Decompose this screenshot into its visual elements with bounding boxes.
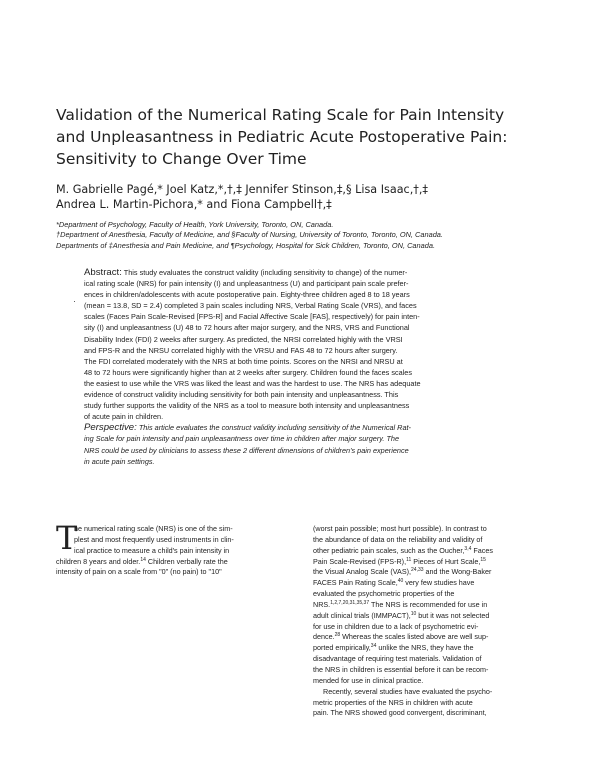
citation: 34 (370, 643, 377, 650)
article-title (56, 104, 556, 170)
body-text: but it was not selected (416, 610, 490, 620)
body-text: the Visual Analog Scale (VAS), (313, 567, 412, 577)
citation: 1,2,7,20,31,35,37 (330, 599, 370, 606)
body-text: adult clinical trials (IMMPACT), (313, 610, 411, 620)
author-line: M. Gabrielle Pagé,* Joel Katz,*,†,‡ Jennifer Stinson,‡,§ Lisa Isaac,†,‡ (56, 183, 429, 196)
body-text: Pieces of Hurt Scale, (411, 556, 481, 566)
body-line: mended for use in clinical practice. (313, 675, 424, 685)
body-text: ported empirically, (313, 643, 371, 653)
body-line: plest and most frequently used instruments in clin- (74, 534, 234, 544)
abstract-line: of acute pain in children. (84, 412, 164, 422)
abstract-line: (mean = 13.8, SD = 2.4) completed 3 pain scales including NRS, Verbal Rating Scale (VRS), and faces (84, 301, 417, 311)
body-column-right (313, 524, 545, 719)
body-text: unlike the NRS, they have the (376, 643, 474, 653)
body-line (56, 557, 288, 568)
affiliation-line: Departments of ‡Anesthesia and Pain Medicine, and ¶Psychology, Hospital for Sick Children, Toronto, ON, Canada. (56, 240, 436, 250)
abstract-line: 48 to 72 hours were significantly higher than at 2 weeks after surgery. Children found the faces scales (84, 367, 412, 377)
body-text: and the Wong-Baker (423, 567, 492, 577)
title-line: and Unpleasantness in Pediatric Acute Postoperative Pain: (56, 128, 508, 146)
abstract-line: study further supports the validity of the NRS as a tool to measure both intensity and unpleasantness (84, 401, 410, 411)
body-line (313, 567, 545, 578)
body-line (313, 546, 545, 557)
body-line: the abundance of data on the reliability and validity of (313, 534, 483, 544)
abstract-line: sity (I) and unpleasantness (U) 48 to 72 hours after major surgery, and the NRS, VRS and Functional (84, 323, 410, 333)
author-list (56, 182, 576, 212)
body-line: he numerical rating scale (NRS) is one of the sim- (74, 524, 233, 533)
body-line: Recently, several studies have evaluated the psycho- (323, 686, 493, 696)
citation: 10 (410, 610, 417, 617)
abstract-text: This study evaluates the construct validity (including sensitivity to change) of the numer- (123, 268, 408, 277)
abstract-line: scales (Faces Pain Scale-Revised [FPS-R] and Facial Affective Scale [FAS], respectively) for pain inten- (84, 312, 420, 322)
abstract-heading: Abstract: (84, 267, 122, 278)
body-text: NRS. (313, 599, 331, 609)
body-line: (worst pain possible; most hurt possible). In contrast to (313, 524, 487, 533)
body-line (313, 643, 545, 654)
body-text: other pediatric pain scales, such as the Oucher, (313, 545, 465, 555)
citation: 40 (397, 578, 404, 585)
abstract-line: The FDI correlated moderately with the NRS at both time points. Scores on the NRSI and NRSU at (84, 356, 403, 366)
body-line (313, 600, 545, 611)
affiliation-line: *Department of Psychology, Faculty of Health, York University, Toronto, ON, Canada. (56, 220, 334, 229)
body-line: disadvantage of requiring test materials. Validation of (313, 654, 482, 664)
body-text: FACES Pain Rating Scale, (313, 578, 398, 588)
perspective-line: NRS could be used by clinicians to assess these 2 different dimensions of children's pain experience (84, 445, 409, 455)
drop-cap: T (56, 519, 78, 557)
body-line: pain. The NRS showed good convergent, discriminant, (313, 708, 487, 718)
body-line: metric properties of the NRS in children with acute (313, 697, 473, 707)
body-line (313, 632, 545, 643)
body-text: Pain Scale-Revised (FPS-R), (313, 556, 407, 566)
body-text: Children verbally rate the (145, 556, 228, 566)
perspective-heading: Perspective: (84, 422, 137, 434)
body-line (313, 611, 545, 622)
body-line: ical practice to measure a child's pain intensity in (74, 545, 230, 555)
body-text: The NRS is recommended for use in (369, 599, 488, 609)
body-line: intensity of pain on a scale from "0" (no pain) to "10" (56, 567, 222, 577)
citation: 15 (480, 556, 486, 563)
body-line (313, 557, 545, 568)
abstract-line: ical rating scale (NRS) for pain intensity (I) and unpleasantness (U) and participant pain scale prefer- (84, 279, 409, 289)
abstract-line: evidence of construct validity including sensitivity for both pain intensity and unpleasantness. This (84, 390, 399, 400)
affiliation-line: †Department of Anesthesia, Faculty of Medicine, and §Faculty of Nursing, University of Toronto, Toronto, ON, Canada. (56, 230, 443, 240)
citation: 24,33 (411, 567, 424, 574)
author-line: Andrea L. Martin-Pichora,* and Fiona Campbell†,‡ (56, 198, 332, 211)
affiliations (56, 220, 596, 251)
title-line: Sensitivity to Change Over Time (56, 150, 307, 168)
abstract-line: the easiest to use while the VRS was liked the least and was the hardest to use. The NRS has adequate (84, 378, 421, 388)
perspective-block (84, 422, 522, 466)
body-column-left (56, 519, 288, 578)
abstract-line: Disability Index (FDI) 2 weeks after surgery. As predicted, the NRSI correlated highly with the VRSI (84, 334, 403, 344)
body-line: evaluated the psychometric properties of the (313, 589, 455, 599)
body-text: Whereas the scales listed above are well sup- (340, 632, 489, 642)
perspective-text: This article evaluates the construct validity including sensitivity of the Numerical Rat- (138, 423, 411, 433)
body-line: for use in children due to a lack of psychometric evi- (313, 621, 479, 631)
body-text: children 8 years and older. (56, 556, 141, 566)
body-text: dence. (313, 632, 335, 642)
abstract-line-first (84, 267, 522, 278)
citation: 11 (406, 556, 412, 563)
citation: 28 (334, 632, 341, 639)
citation: 14 (140, 556, 146, 563)
perspective-line-first (84, 422, 522, 433)
perspective-line: ing Scale for pain intensity and pain unpleasantness over time in children after major surgery. The (84, 434, 400, 444)
body-line: the NRS in children is essential before it can be recom- (313, 664, 489, 674)
citation: 3,4 (464, 545, 472, 552)
abstract-line: and FPS-R and the NRSU correlated highly with the VRSU and FAS 48 to 72 hours after surgery. (84, 345, 398, 355)
abstract-line: ences in children/adolescents with acute postoperative pain. Eighty-three children aged 8 to 18 years (84, 290, 410, 300)
title-line: Validation of the Numerical Rating Scale for Pain Intensity (56, 106, 505, 124)
body-line (313, 578, 545, 589)
margin-bullet: · (73, 296, 76, 306)
body-text: Faces (471, 545, 493, 555)
body-text: very few studies have (403, 578, 475, 588)
abstract-block (84, 267, 522, 467)
perspective-line: in acute pain settings. (84, 456, 155, 466)
